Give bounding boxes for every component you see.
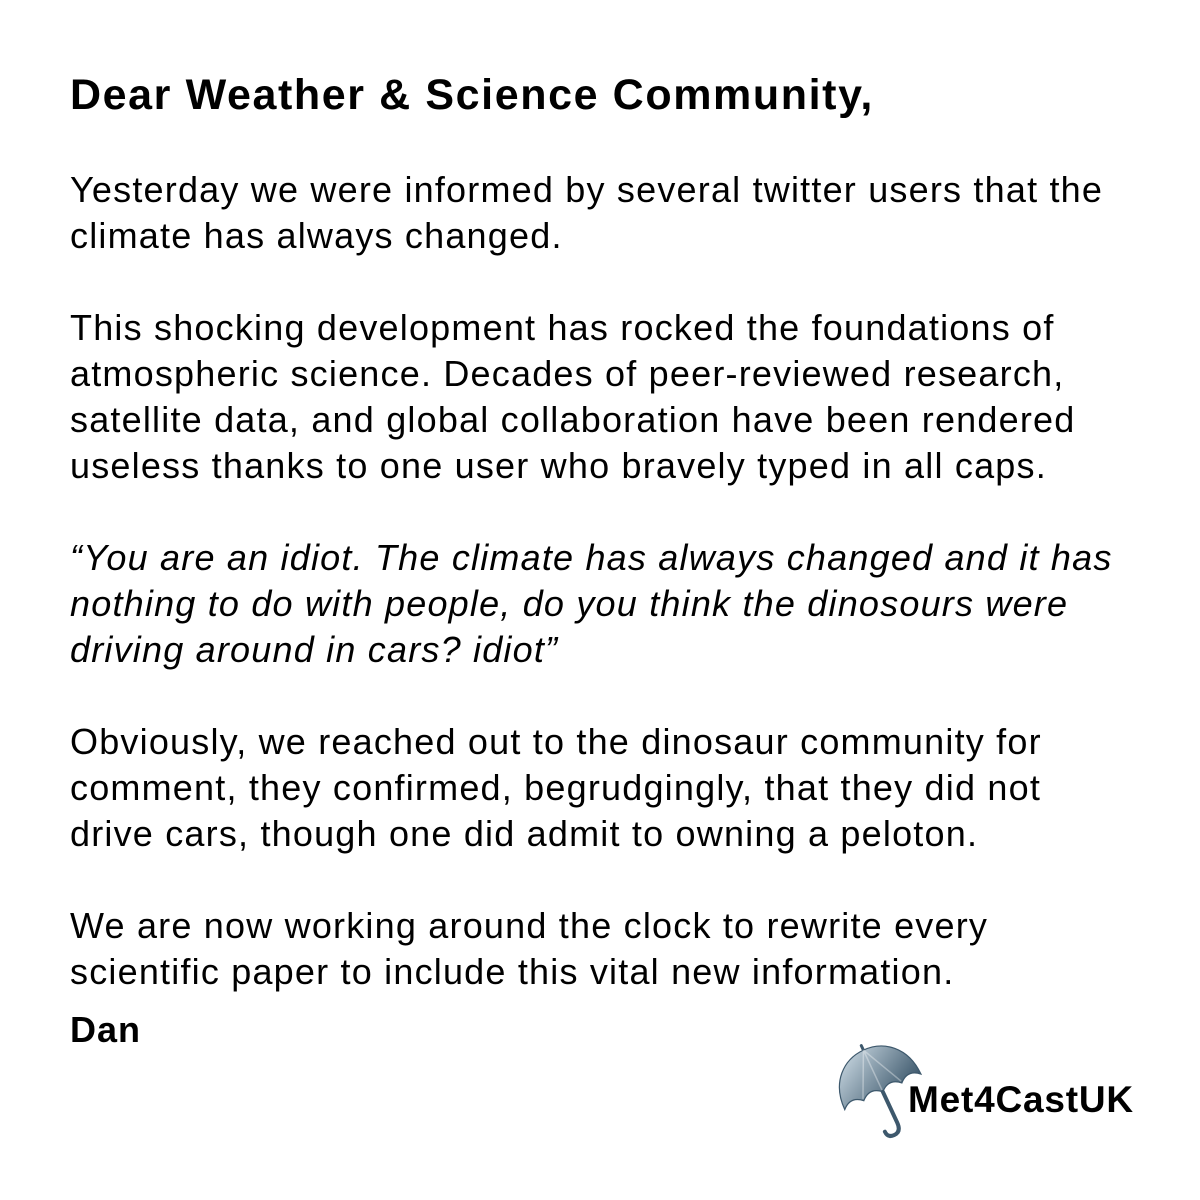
paragraph-quote	[70, 535, 1180, 673]
text-line: comment, they confirmed, begrudgingly, that they did not	[70, 767, 1042, 808]
text-line: scientific paper to include this vital new information.	[70, 951, 955, 992]
text-line: Yesterday we were informed by several twitter users that the	[70, 169, 1104, 210]
text-line: This shocking development has rocked the foundations of	[70, 307, 1055, 348]
paragraph-closing	[70, 903, 1180, 995]
text-line: Obviously, we reached out to the dinosaur community for	[70, 721, 1042, 762]
text-line: drive cars, though one did admit to owning a peloton.	[70, 813, 979, 854]
quote-line: “You are an idiot. The climate has always changed and it has	[70, 537, 1113, 578]
letter-body	[70, 72, 1180, 1053]
text-line: atmospheric science. Decades of peer-reviewed research,	[70, 353, 1065, 394]
logo-text: Met4CastUK	[908, 1079, 1134, 1120]
paragraph-development	[70, 305, 1180, 489]
text-line: climate has always changed.	[70, 215, 563, 256]
paragraph-dinosaurs	[70, 719, 1180, 857]
text-line: satellite data, and global collaboration have been rendered	[70, 399, 1076, 440]
quote-line: driving around in cars? idiot”	[70, 629, 559, 670]
text-line: useless thanks to one user who bravely typed in all caps.	[70, 445, 1047, 486]
quote-line: nothing to do with people, do you think the dinosours were	[70, 583, 1069, 624]
text-line: We are now working around the clock to rewrite every	[70, 905, 989, 946]
greeting: Dear Weather & Science Community,	[70, 71, 874, 119]
paragraph-intro	[70, 167, 1180, 259]
signature: Dan	[70, 1009, 142, 1050]
